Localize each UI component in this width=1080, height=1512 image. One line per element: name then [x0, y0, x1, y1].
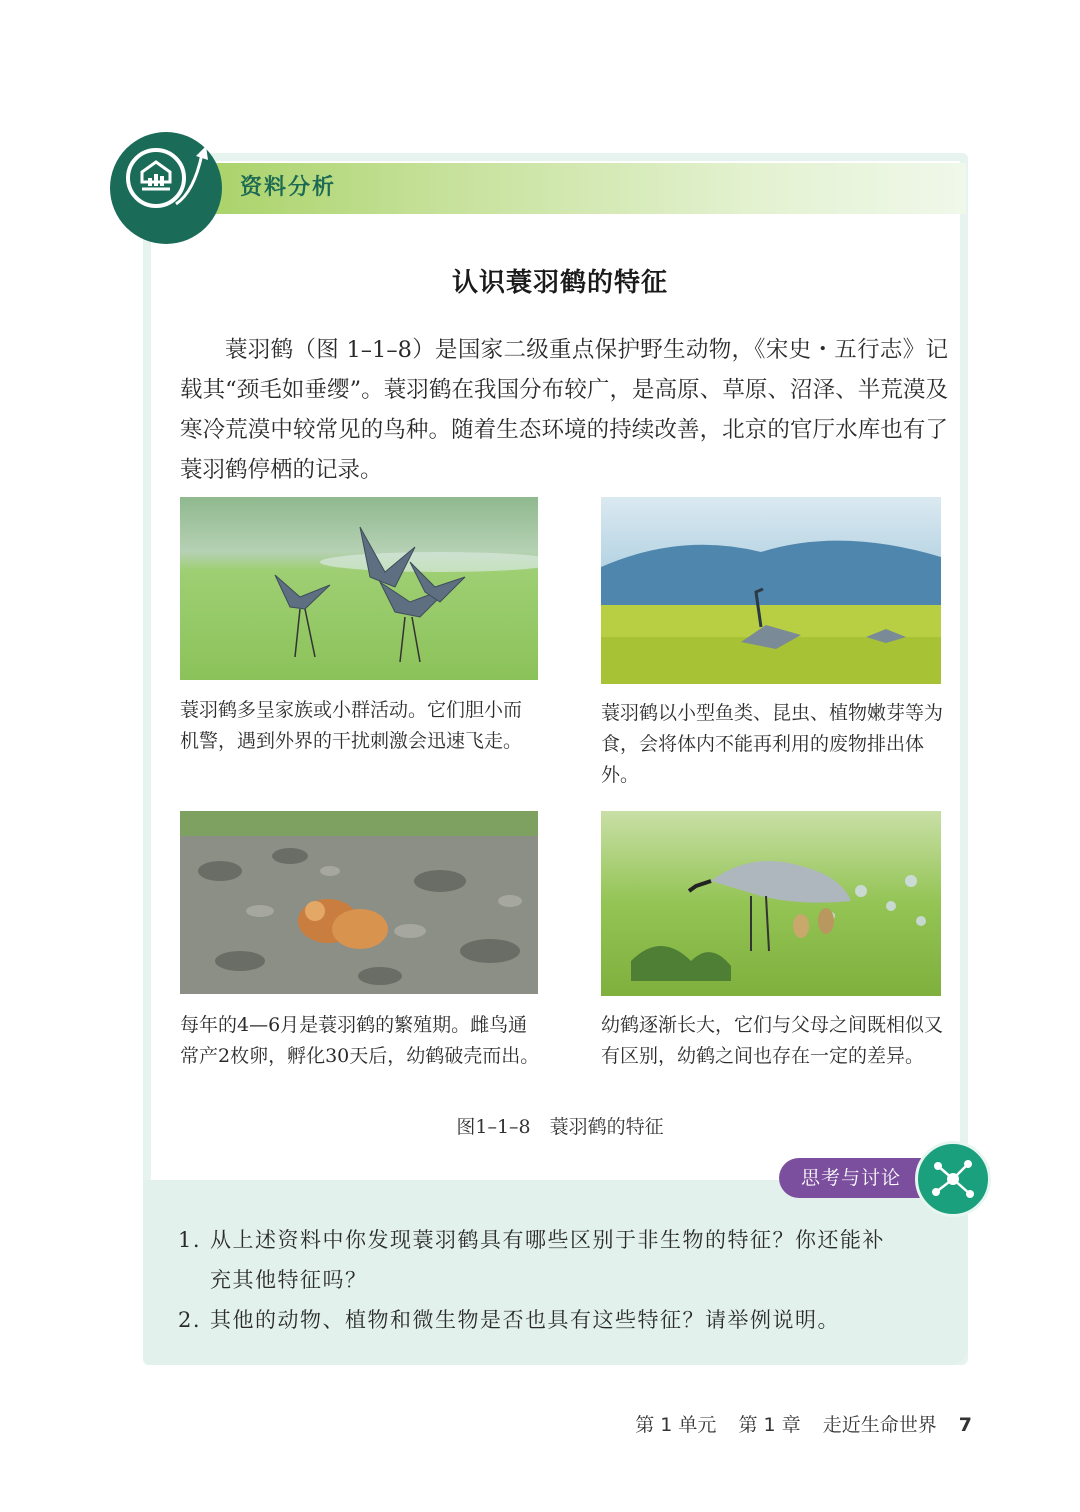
discussion-label: 思考与讨论 [779, 1158, 939, 1198]
discussion-question-2 [178, 1300, 948, 1340]
question-text: 从上述资料中你发现蓑羽鹤具有哪些区别于非生物的特征？你还能补 [210, 1228, 885, 1252]
chart-growth-icon [110, 132, 222, 244]
photo-caption-4: 幼鹤逐渐长大，它们与父母之间既相似又有区别，幼鹤之间也存在一定的差异。 [601, 1014, 944, 1067]
question-number: 1. [178, 1228, 202, 1252]
discussion-badge [915, 1141, 991, 1217]
photo-caption-3: 每年的4—6月是蓑羽鹤的繁殖期。雌鸟通常产2枚卵，孵化30天后，幼鹤破壳而出。 [180, 1014, 540, 1067]
footer-unit: 第 1 单元 [635, 1414, 717, 1436]
article-title: 认识蓑羽鹤的特征 [451, 268, 668, 298]
footer-chapter-title: 走近生命世界 [822, 1414, 937, 1436]
discussion-question-1 [178, 1220, 948, 1300]
data-analysis-badge [110, 132, 222, 244]
cranes-feeding-photo [601, 497, 941, 684]
footer-chapter: 第 1 章 [738, 1414, 801, 1436]
page-footer [619, 1410, 972, 1437]
section-header-label: 资料分析 [240, 175, 337, 200]
photo-caption-2: 蓑羽鹤以小型鱼类、昆虫、植物嫩芽等为食，会将体内不能再利用的废物排出体外。 [601, 702, 944, 786]
question-text: 其他的动物、植物和微生物是否也具有这些特征？请举例说明。 [210, 1308, 840, 1332]
question-text-continued: 充其他特征吗？ [210, 1268, 368, 1292]
page-number: 7 [958, 1414, 972, 1436]
cranes-flying-photo [180, 497, 538, 680]
photo-caption-1: 蓑羽鹤多呈家族或小群活动。它们胆小而机警，遇到外界的干扰刺激会迅速飞走。 [180, 699, 523, 752]
question-number: 2. [178, 1308, 202, 1332]
figure-caption: 图1–1–8 蓑羽鹤的特征 [456, 1116, 664, 1138]
molecule-network-icon [918, 1144, 988, 1214]
article-paragraph: 蓑羽鹤（图 1–1–8）是国家二级重点保护野生动物，《宋史・五行志》记载其“颈毛如垂缨”。蓑羽鹤在我国分布较广，是高原、草原、沼泽、半荒漠及寒冷荒漠中较常见的鸟种。随着生态环境的持续改善，北京的官厅水库也有了蓑羽鹤停栖的记录。 [180, 337, 948, 483]
crane-with-chicks-photo [601, 811, 941, 996]
crane-chicks-hatching-photo [180, 811, 538, 994]
